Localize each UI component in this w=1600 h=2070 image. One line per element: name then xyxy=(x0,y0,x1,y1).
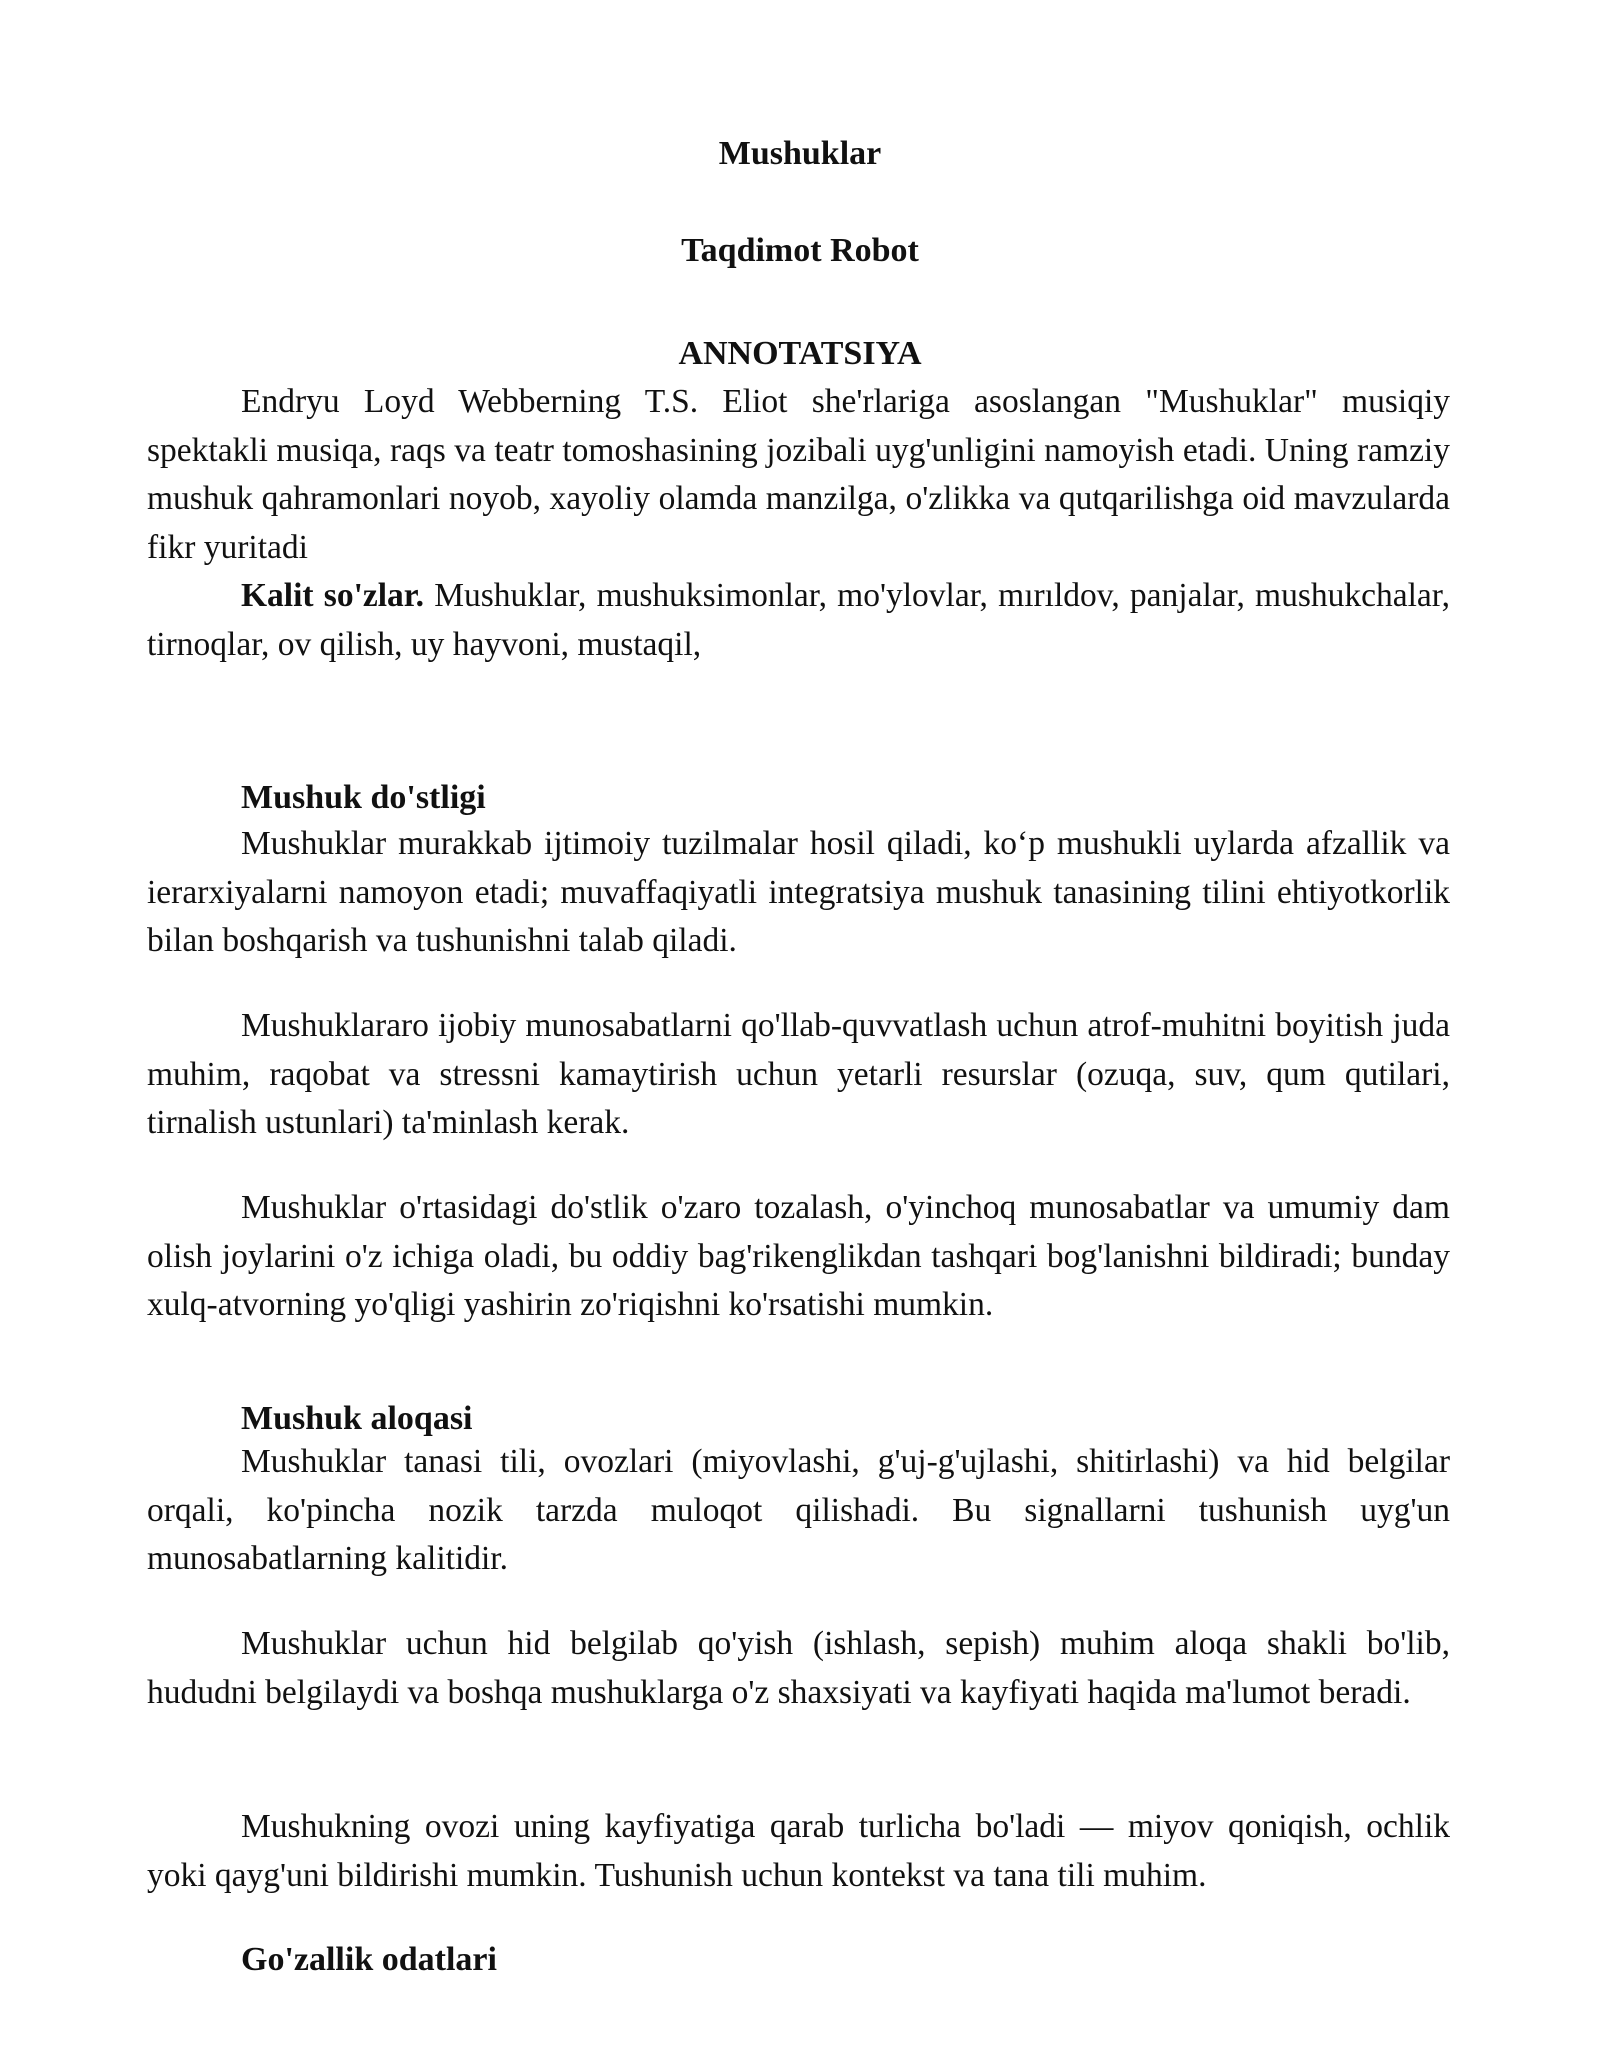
paragraph: Mushuklar tanasi tili, ovozlari (miyovlashi, g'uj-g'ujlashi, shitirlashi) va hid belgilar orqali, ko'pincha nozik tarzda muloqot qilishadi. Bu signallarni tushunish uyg'un munosabatlarning kalitidir. xyxy=(147,1443,1450,1577)
section-heading-friendship: Mushuk do'stligi xyxy=(241,779,486,816)
paragraph: Mushuklar murakkab ijtimoiy tuzilmalar hosil qiladi, ko‘p mushukli uylarda afzallik va ierarxiyalarni namoyon etadi; muvaffaqiyatli integratsiya mushuk tanasining tilini ehtiyotkorlik bilan boshqarish va tushunishni talab qiladi. xyxy=(147,825,1450,959)
paragraph: Mushukning ovozi uning kayfiyatiga qarab turlicha bo'ladi — miyov qoniqish, ochlik yoki qayg'uni bildirishi mumkin. Tushunish uchun kontekst va tana tili muhim. xyxy=(147,1808,1450,1894)
keywords-label: Kalit so'zlar. xyxy=(241,577,424,614)
document-author: Taqdimot Robot xyxy=(681,232,919,269)
section-heading-communication: Mushuk aloqasi xyxy=(241,1400,473,1437)
keywords-paragraph xyxy=(147,572,1450,669)
annotation-heading: ANNOTATSIYA xyxy=(678,335,922,372)
section-heading-grooming: Go'zallik odatlari xyxy=(241,1941,497,1978)
paragraph: Mushuklararo ijobiy munosabatlarni qo'llab-quvvatlash uchun atrof-muhitni boyitish juda muhim, raqobat va stressni kamaytirish uchun yetarli resurslar (ozuqa, suv, qum qutilari, tirnalish ustunlari) ta'minlash kerak. xyxy=(147,1007,1450,1141)
paragraph: Mushuklar o'rtasidagi do'stlik o'zaro tozalash, o'yinchoq munosabatlar va umumiy dam olish joylarini o'z ichiga oladi, bu oddiy bag'rikenglikdan tashqari bog'lanishni bildiradi; bunday xulq-atvorning yo'qligi yashirin zo'riqishni ko'rsatishi mumkin. xyxy=(147,1189,1450,1323)
paragraph: Mushuklar uchun hid belgilab qo'yish (ishlash, sepish) muhim aloqa shakli bo'lib, hududni belgilaydi va boshqa mushuklarga o'z shaxsiyati va kayfiyati haqida ma'lumot beradi. xyxy=(147,1625,1450,1711)
annotation-paragraph: Endryu Loyd Webberning T.S. Eliot she'rlariga asoslangan "Mushuklar" musiqiy spektakli musiqa, raqs va teatr tomoshasining jozibali uyg'unligini namoyish etadi. Uning ramziy mushuk qahramonlari noyob, xayoliy olamda manzilga, o'zlikka va qutqarilishga oid mavzularda fikr yuritadi xyxy=(147,383,1450,566)
document-title: Mushuklar xyxy=(718,135,882,172)
keywords-list: Mushuklar, mushuksimonlar, mo'ylovlar, mırıldov, panjalar, mushukchalar, tirnoqlar, ov qilish, uy hayvoni, mustaqil, xyxy=(147,577,1450,663)
